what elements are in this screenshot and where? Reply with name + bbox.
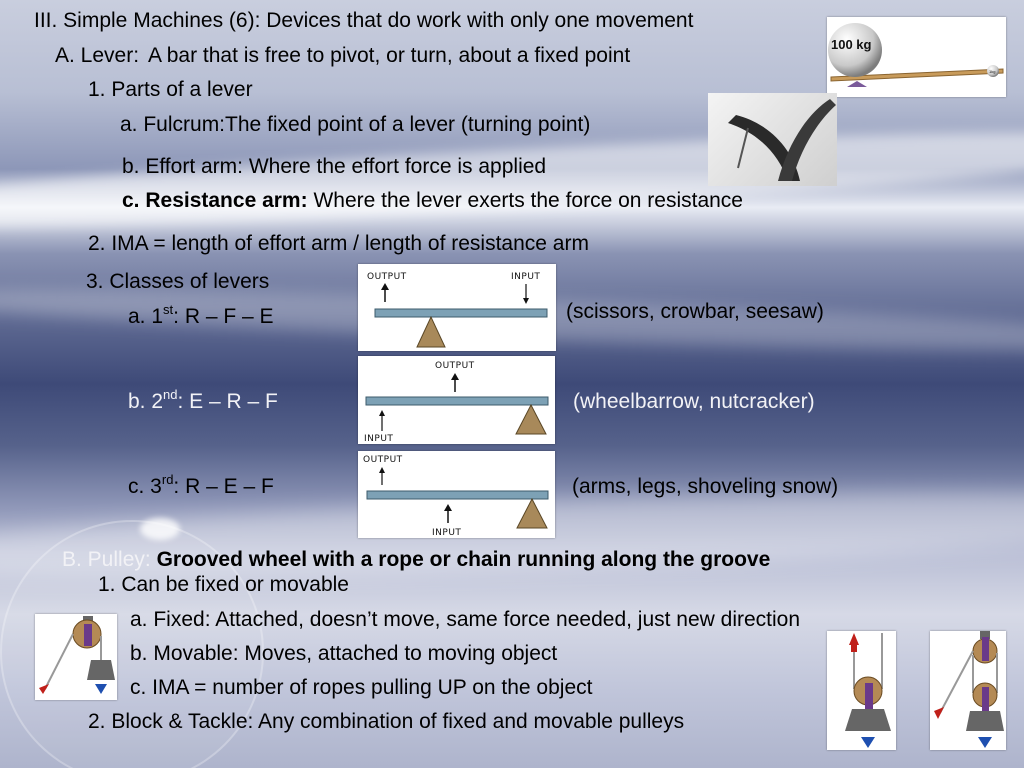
class3-label — [128, 472, 274, 499]
fulcrum-triangle — [516, 405, 546, 434]
class1-label — [128, 302, 274, 329]
class2-label — [128, 387, 278, 414]
parts-title: 1. Parts of a lever — [88, 78, 253, 101]
lever-ima-item: 2. IMA = length of effort arm / length of resistance arm — [88, 232, 589, 255]
movable-pulley-image — [827, 631, 896, 750]
class2-suffix: : E – R – F — [177, 390, 278, 413]
seesaw-pivot — [847, 81, 867, 87]
resistance-arm-label: c. Resistance arm: — [122, 189, 308, 212]
class1-examples: (scissors, crowbar, seesaw) — [566, 300, 824, 323]
class2-sup: nd — [163, 387, 178, 402]
input-label: INPUT — [511, 272, 541, 282]
small-weight-label: 1kg — [989, 69, 996, 74]
block-tackle-svg — [930, 631, 1006, 750]
fixed-pulley-svg — [35, 614, 117, 700]
down-arrow-icon — [861, 737, 875, 748]
slide-heading: III. Simple Machines (6): Devices that do work with only one movement — [34, 9, 694, 32]
class2-lever-svg — [358, 356, 555, 444]
up-arrow-icon — [451, 373, 459, 392]
weight-block-icon — [87, 660, 115, 680]
class1-prefix: a. 1 — [128, 305, 164, 328]
up-arrow-icon-tail — [851, 644, 857, 652]
fixed-pulley-item: a. Fixed: Attached, doesn’t move, same force needed, just new direction — [130, 608, 801, 631]
up-arrow-icon — [381, 283, 389, 302]
class1-suffix: : R – F – E — [173, 305, 274, 328]
down-arrow-icon — [978, 737, 992, 748]
class3-examples: (arms, legs, shoveling snow) — [572, 475, 839, 498]
class2-prefix: b. 2 — [128, 390, 164, 413]
hammer-svg — [708, 93, 837, 186]
input-label: INPUT — [364, 434, 394, 444]
up-arrow-icon — [849, 633, 859, 645]
class2-examples: (wheelbarrow, nutcracker) — [573, 390, 815, 413]
fulcrum-item: a. Fulcrum:The fixed point of a lever (turning point) — [120, 113, 591, 136]
fixed-pulley-image — [35, 614, 117, 700]
class1-lever-svg — [358, 264, 556, 351]
hammer-handle-icon — [778, 99, 836, 181]
class1-sup: st — [163, 302, 174, 317]
pulley-definition: Grooved wheel with a rope or chain running along the groove — [156, 548, 771, 571]
input-label: INPUT — [432, 528, 462, 538]
class2-diagram — [358, 356, 555, 444]
weight-block-icon — [966, 711, 1004, 731]
pulley-bracket — [982, 637, 989, 661]
hammer-pulling-nail-image — [708, 93, 837, 186]
lever-definition: A bar that is free to pivot, or turn, about a fixed point — [148, 44, 631, 67]
class3-sup: rd — [161, 472, 174, 487]
block-tackle-item: 2. Block & Tackle: Any combination of fixed and movable pulleys — [88, 710, 685, 733]
fulcrum-triangle — [517, 499, 547, 528]
class1-diagram — [358, 264, 556, 351]
lever-beam — [366, 397, 548, 405]
output-label: OUTPUT — [435, 361, 475, 371]
down-arrow-icon — [95, 684, 107, 694]
weight-block-icon — [845, 709, 891, 731]
output-label: OUTPUT — [367, 272, 407, 282]
rope-line — [45, 634, 73, 689]
class3-suffix: : R – E – F — [173, 475, 274, 498]
classes-title: 3. Classes of levers — [86, 270, 270, 293]
nail-icon — [738, 128, 748, 168]
up-arrow-icon — [444, 504, 452, 523]
movable-pulley-svg — [827, 631, 896, 750]
pull-arrow-icon — [934, 707, 944, 719]
lever-title — [55, 44, 630, 68]
pulley-bracket — [982, 687, 989, 711]
seesaw-svg — [827, 17, 1006, 97]
output-label: OUTPUT — [363, 455, 403, 465]
lever-beam — [375, 309, 547, 317]
pulley-bracket — [84, 624, 92, 646]
seesaw-weight-image — [827, 17, 1006, 97]
up-arrow-icon — [379, 410, 385, 431]
pulley-bracket — [865, 683, 873, 709]
sphere-highlight — [140, 518, 180, 540]
movable-pulley-item: b. Movable: Moves, attached to moving object — [130, 642, 558, 665]
up-arrow-icon — [379, 467, 385, 485]
down-arrow-icon — [523, 284, 529, 304]
pulley-ima-item: c. IMA = number of ropes pulling UP on the object — [130, 676, 593, 699]
class3-diagram — [358, 451, 555, 538]
pulley-title — [62, 548, 770, 572]
lever-title-label: A. Lever: — [55, 44, 140, 67]
rope-line — [940, 651, 973, 713]
fulcrum-triangle — [417, 317, 445, 347]
resistance-arm-item — [122, 189, 743, 213]
class3-lever-svg — [358, 451, 555, 538]
pulley-item-1: 1. Can be fixed or movable — [98, 573, 349, 596]
pull-arrow-icon — [39, 684, 49, 694]
resistance-arm-text: Where the lever exerts the force on resistance — [313, 189, 743, 212]
pulley-title-label: B. Pulley: — [62, 548, 151, 571]
block-and-tackle-image — [930, 631, 1006, 750]
lever-beam — [367, 491, 548, 499]
class3-prefix: c. 3 — [128, 475, 162, 498]
weight-label: 100 kg — [831, 37, 872, 52]
effort-arm-item: b. Effort arm: Where the effort force is applied — [122, 155, 547, 178]
